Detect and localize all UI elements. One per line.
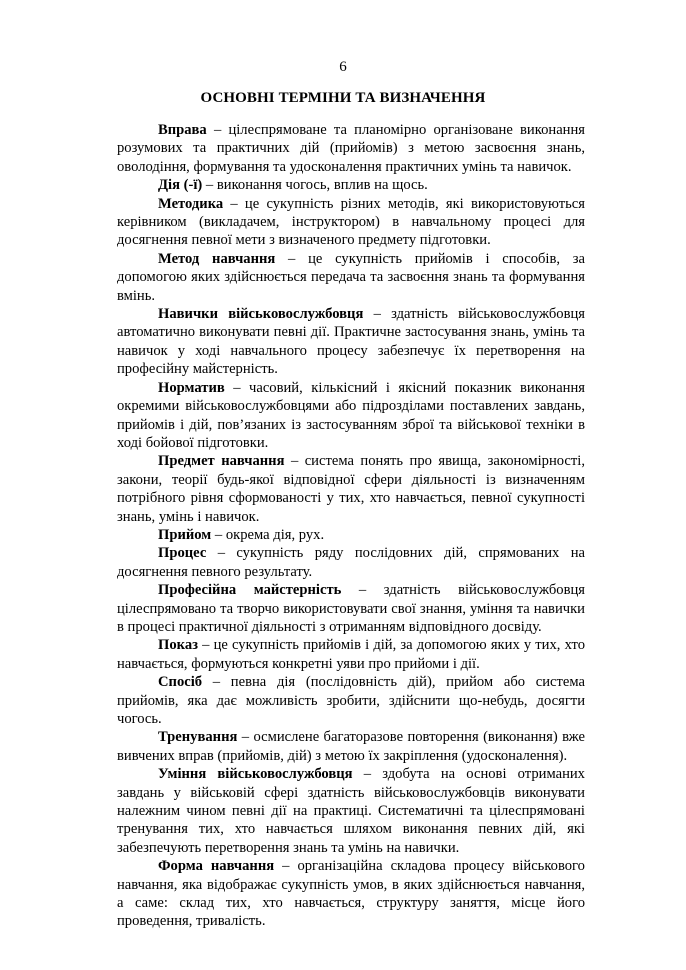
term-name: Навички військовослужбовця xyxy=(158,306,364,323)
term-entry xyxy=(117,728,585,765)
term-entry xyxy=(117,121,585,176)
term-name: Метод навчання xyxy=(158,250,276,267)
term-entry xyxy=(117,765,585,857)
term-definition: – система понять про явища, закономірності, закони, теорії будь-якої відповідної сфери діяльності із визначенням потрібного рівня сформованості у тих, хто навчається, певної сукупності знань, умінь і навичок. xyxy=(117,453,585,525)
term-definition: – цілеспрямоване та планомірно організоване виконання розумових та практичних дій (прийомів) з метою засвоєння знань, оволодіння, формування та удосконалення практичних умінь та навичок. xyxy=(117,122,585,175)
term-entry xyxy=(117,176,585,194)
term-entry xyxy=(117,857,585,931)
term-entry xyxy=(117,305,585,379)
term-definition: – організаційна складова процесу військового навчання, яка відображає сукупність умов, в яких здійснюється навчання, а саме: склад тих, хто навчається, структуру заняття, місце його проведення, тривалість. xyxy=(117,858,585,930)
term-entry xyxy=(117,581,585,636)
term-definition: – часовий, кількісний і якісний показник виконання окремими військовослужбовцями або підрозділами поставлених завдань, прийомів і дій, пов’язаних із застосуванням зброї та військової техніки в ході бойової підготовки. xyxy=(117,379,585,451)
terms-list xyxy=(117,121,585,931)
term-definition: – певна дія (послідовність дій), прийом або система прийомів, яка дає можливість зробити, здійснити що-небудь, досягти чогось. xyxy=(117,674,585,727)
term-name: Показ xyxy=(158,637,198,654)
term-definition: – сукупність ряду послідовних дій, спрямованих на досягнення певного результату. xyxy=(117,545,585,580)
term-name: Дія (-ї) xyxy=(158,177,203,194)
term-entry xyxy=(117,636,585,673)
term-name: Вправа xyxy=(158,122,207,138)
term-entry xyxy=(117,526,585,544)
term-name: Норматив xyxy=(158,379,225,396)
term-name: Предмет навчання xyxy=(158,453,285,470)
page-title: ОСНОВНІ ТЕРМІНИ ТА ВИЗНАЧЕННЯ xyxy=(200,90,486,106)
term-entry xyxy=(117,673,585,728)
term-name: Спосіб xyxy=(158,674,203,691)
term-definition: – це сукупність різних методів, які використовуються керівником (викладачем, інструктором) в навчальному процесі для досягнення певної мети з визначеного предмету підготовки. xyxy=(117,195,585,249)
term-name: Прийом xyxy=(158,526,212,543)
page-number: 6 xyxy=(339,59,347,75)
term-entry xyxy=(117,379,585,453)
term-definition: – здатність військовослужбовця цілеспрямовано та творчо використовувати свої знання, уміння та навички в процесі практичної діяльності з отриманням відповідного досвіду. xyxy=(117,582,585,635)
term-entry xyxy=(117,544,585,581)
term-definition: – здобута на основі отриманих завдань у військовій сфері здатність військовослужбовців виконувати належним чином певні дії на практиці. Систематичні та цілеспрямовані тренування тих, хто навчається шляхом виконання певних дій, які забезпечують перетворення знань та умінь на навички. xyxy=(117,766,585,856)
term-definition: – осмислене багаторазове повторення (виконання) вже вивчених вправ (прийомів, дій) з метою їх закріплення (удосконалення). xyxy=(117,729,585,764)
term-name: Тренування xyxy=(158,729,238,746)
term-name: Процес xyxy=(158,545,207,562)
term-definition: – це сукупність прийомів і дій, за допомогою яких у тих, хто навчається, формуються конкретні уяви про прийоми і дії. xyxy=(117,637,585,672)
term-entry xyxy=(117,452,585,526)
term-name: Уміння військовослужбовця xyxy=(158,766,353,783)
term-name: Методика xyxy=(158,195,224,212)
term-entry xyxy=(117,250,585,305)
term-definition: – окрема дія, рух. xyxy=(211,526,325,543)
term-entry xyxy=(117,195,585,250)
term-definition: – це сукупність прийомів і способів, за допомогою яких здійснюється передача та засвоєння знань та формування вмінь. xyxy=(117,250,585,304)
term-name: Форма навчання xyxy=(158,858,275,875)
term-definition: – виконання чогось, вплив на щось. xyxy=(202,177,428,194)
term-name: Професійна майстерність xyxy=(158,582,342,599)
term-definition: – здатність військовослужбовця автоматично виконувати певні дії. Практичне застосування знань, умінь та навичок у ході навчального процесу забезпечує їх перетворення на професійну майстерність. xyxy=(117,306,585,378)
